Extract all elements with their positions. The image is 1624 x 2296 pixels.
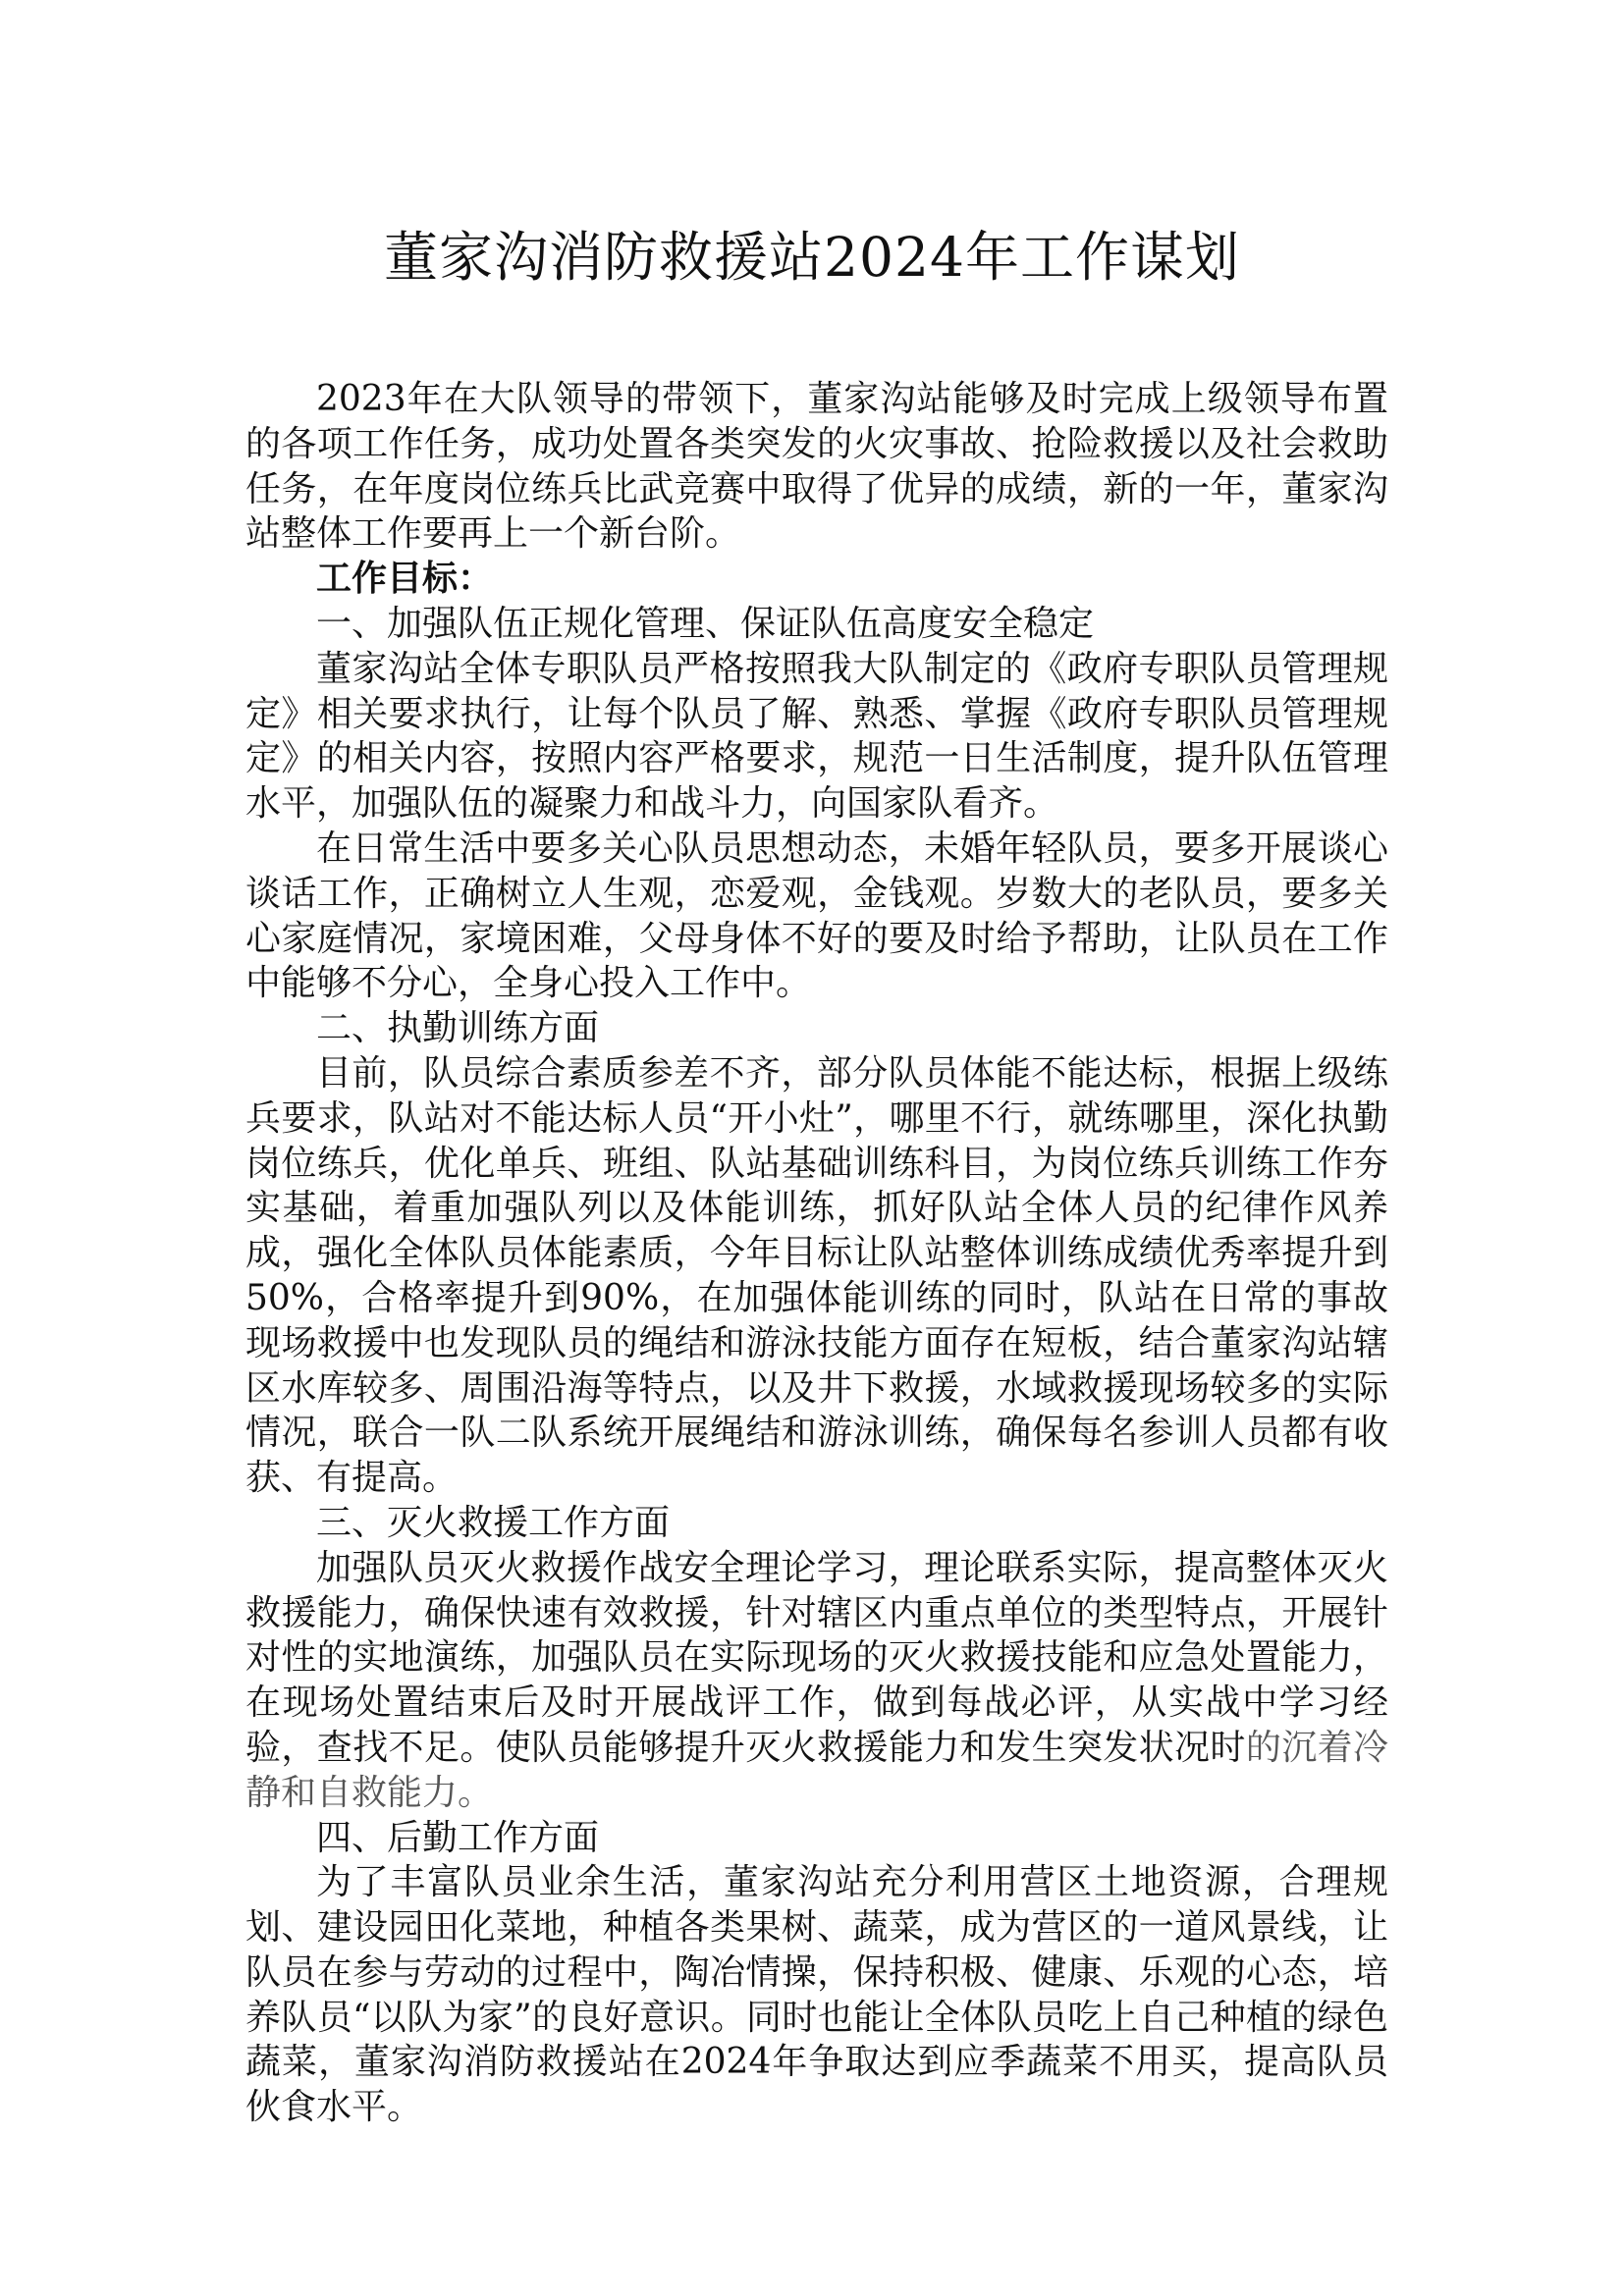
section-heading-4: 四、后勤工作方面 [316, 1817, 600, 1858]
goals-heading: 工作目标： [316, 558, 494, 600]
section-1-paragraph-2: 在日常生活中要多关心队员思想动态，未婚年轻队员，要多开展谈心谈话工作，正确树立人生观，恋爱观，金钱观。岁数大的老队员，要多关心家庭情况，家境困难，父母身体不好的要及时给予帮助，让队员在工作中能够不分心，全身心投入工作中。 [245, 828, 1388, 1004]
section-2-paragraph: 目前，队员综合素质参差不齐，部分队员体能不能达标，根据上级练兵要求，队站对不能达标人员“开小灶”，哪里不行，就练哪里，深化执勤岗位练兵，优化单兵、班组、队站基础训练科目，为岗位练兵训练工作夯实基础，着重加强队列以及体能训练，抓好队站全体人员的纪律作风养成，强化全体队员体能素质，今年目标让队站整体训练成绩优秀率提升到50%，合格率提升到90%，在加强体能训练的同时，队站在日常的事故现场救援中也发现队员的绳结和游泳技能方面存在短板，结合董家沟站辖区水库较多、周围沿海等特点，以及井下救援，水域救援现场较多的实际情况，联合一队二队系统开展绳结和游泳训练，确保每名参训人员都有收获、有提高。 [245, 1052, 1388, 1499]
section-3-text-tail: 的沉着冷静和自救能力。 [245, 1727, 1388, 1813]
section-heading-3: 三、灭火救援工作方面 [316, 1502, 671, 1543]
section-3-paragraph [245, 1546, 1388, 1816]
document-title: 董家沟消防救援站2024年工作谋划 [384, 226, 1240, 289]
section-heading-2: 二、执勤训练方面 [316, 1008, 600, 1049]
document-body [245, 377, 1388, 2130]
section-3-text: 加强队员灭火救援作战安全理论学习，理论联系实际，提高整体灭火救援能力，确保快速有效救援，针对辖区内重点单位的类型特点，开展针对性的实地演练，加强队员在实际现场的灭火救援技能和应急处置能力，在现场处置结束后及时开展战评工作，做到每战必评，从实战中学习经验，查找不足。使队员能够提升灭火救援能力和发生突发状况时 [245, 1547, 1388, 1768]
intro-paragraph: 2023年在大队领导的带领下，董家沟站能够及时完成上级领导布置的各项工作任务，成功处置各类突发的火灾事故、抢险救援以及社会救助任务，在年度岗位练兵比武竞赛中取得了优异的成绩，新的一年，董家沟站整体工作要再上一个新台阶。 [245, 379, 1388, 555]
section-4-paragraph: 为了丰富队员业余生活，董家沟站充分利用营区土地资源，合理规划、建设园田化菜地，种植各类果树、蔬菜，成为营区的一道风景线，让队员在参与劳动的过程中，陶冶情操，保持积极、健康、乐观的心态，培养队员“以队为家”的良好意识。同时也能让全体队员吃上自己种植的绿色蔬菜，董家沟消防救援站在2024年争取达到应季蔬菜不用买，提高队员伙食水平。 [245, 1862, 1388, 2128]
section-heading-1: 一、加强队伍正规化管理、保证队伍高度安全稳定 [316, 603, 1095, 644]
section-1-paragraph-1: 董家沟站全体专职队员严格按照我大队制定的《政府专职队员管理规定》相关要求执行，让每个队员了解、熟悉、掌握《政府专职队员管理规定》的相关内容，按照内容严格要求，规范一日生活制度，提升队伍管理水平，加强队伍的凝聚力和战斗力，向国家队看齐。 [245, 648, 1388, 825]
